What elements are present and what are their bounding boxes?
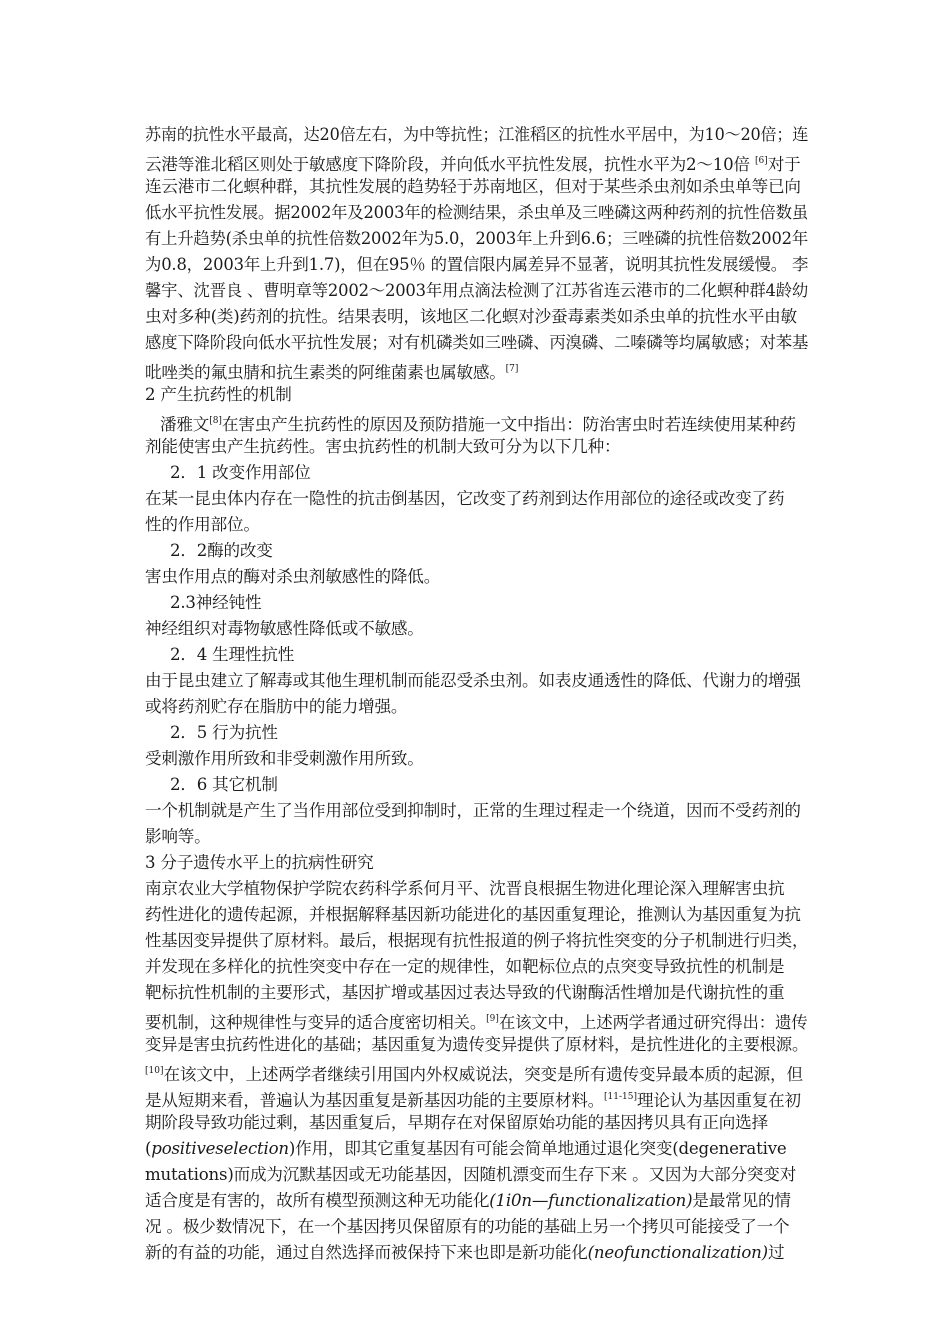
subsection-heading: 2.3神经钝性 xyxy=(170,593,262,612)
italic-term: (neofunctionalization) xyxy=(587,1243,768,1262)
body-text-line: 害虫作用点的酶对杀虫剂敏感性的降低。 xyxy=(145,567,441,586)
body-text-line: [10]在该文中，上述两学者继续引用国内外权威说法，突变是所有遗传变异最本质的起源，但 xyxy=(145,1065,803,1084)
body-text-line: 一个机制就是产生了当作用部位受到抑制时，正常的生理过程走一个绕道，因而不受药剂的 xyxy=(145,801,801,820)
body-text-line: 苏南的抗性水平最高，达20倍左右，为中等抗性；江淮稻区的抗性水平居中，为10～20倍；连 xyxy=(145,125,809,144)
body-text-line: 适合度是有害的，故所有模型预测这种无功能化(1i0n—functionalization)是最常见的情 xyxy=(145,1191,791,1210)
subsection-heading: 2．2酶的改变 xyxy=(170,541,273,560)
subsection-heading: 2．6 其它机制 xyxy=(170,775,278,794)
body-text-line: 吡唑类的氟虫腈和抗生素类的阿维菌素也属敏感。[7] xyxy=(145,363,519,382)
body-text-line: 受刺激作用所致和非受刺激作用所致。 xyxy=(145,749,424,768)
body-text-line: 靶标抗性机制的主要形式，基因扩增或基因过表达导致的代谢酶活性增加是代谢抗性的重 xyxy=(145,983,785,1002)
body-text-line: 并发现在多样化的抗性突变中存在一定的规律性，如靶标位点的点突变导致抗性的机制是 xyxy=(145,957,785,976)
body-text-line: (positiveselection)作用，即其它重复基因有可能会简单地通过退化突变(degenerative xyxy=(145,1139,787,1158)
body-text-line: 况 。极少数情况下，在一个基因拷贝保留原有的功能的基础上另一个拷贝可能接受了一个 xyxy=(145,1217,790,1236)
body-text-line: 是从短期来看，普遍认为基因重复是新基因功能的主要原材料。[11-15]理论认为基因重复在初 xyxy=(145,1091,801,1110)
body-text-line: 在某一昆虫体内存在一隐性的抗击倒基因，它改变了药剂到达作用部位的途径或改变了药 xyxy=(145,489,785,508)
section-heading: 2 产生抗药性的机制 xyxy=(145,385,292,404)
body-text-line: 为0.8，2003年上升到1.7)，但在95％ 的置信限内属差异不显著，说明其抗性发展缓慢。 李 xyxy=(145,255,809,274)
body-text-line: 药性进化的遗传起源，并根据解释基因新功能进化的基因重复理论，推测认为基因重复为抗 xyxy=(145,905,801,924)
body-text-line: 低水平抗性发展。据2002年及2003年的检测结果，杀虫单及三唑磷这两种药剂的抗性倍数虽 xyxy=(145,203,809,222)
body-text-line: 变异是害虫抗药性进化的基础；基因重复为遗传变异提供了原材料，是抗性进化的主要根源。 xyxy=(145,1035,809,1054)
body-text-line: 虫对多种(类)药剂的抗性。结果表明，该地区二化螟对沙蚕毒素类如杀虫单的抗性水平由敏 xyxy=(145,307,797,326)
body-text-line: 连云港市二化螟种群，其抗性发展的趋势轻于苏南地区，但对于某些杀虫剂如杀虫单等已向 xyxy=(145,177,801,196)
citation-superscript: [10] xyxy=(145,1066,164,1076)
body-text-line: 剂能使害虫产生抗药性。害虫抗药性的机制大致可分为以下几种： xyxy=(145,437,621,456)
citation-superscript: [8] xyxy=(209,416,222,426)
body-text-line: 性基因变异提供了原材料。最后，根据现有抗性报道的例子将抗性突变的分子机制进行归类， xyxy=(145,931,809,950)
citation-superscript: [9] xyxy=(486,1014,499,1024)
body-text-line: 神经组织对毒物敏感性降低或不敏感。 xyxy=(145,619,424,638)
body-text-line: mutations)而成为沉默基因或无功能基因，因随机漂变而生存下来 。又因为大部分突变对 xyxy=(145,1165,797,1184)
body-text-line: 由于昆虫建立了解毒或其他生理机制而能忍受杀虫剂。如表皮通透性的降低、代谢力的增强 xyxy=(145,671,801,690)
section-heading: 3 分子遗传水平上的抗病性研究 xyxy=(145,853,374,872)
body-text-line: 新的有益的功能，通过自然选择而被保持下来也即是新功能化(neofunctionalization)过 xyxy=(145,1243,785,1262)
body-text-line: 影响等。 xyxy=(145,827,211,846)
citation-superscript: [6] xyxy=(754,156,768,166)
body-text-line: 期阶段导致功能过剩，基因重复后，早期存在对保留原始功能的基因拷贝具有正向选择 xyxy=(145,1113,768,1132)
body-text-line: 云港等淮北稻区则处于敏感度下降阶段，并向低水平抗性发展，抗性水平为2～10倍 [6]对于 xyxy=(145,155,801,174)
subsection-heading: 2．4 生理性抗性 xyxy=(170,645,295,664)
subsection-heading: 2．5 行为抗性 xyxy=(170,723,278,742)
body-text-line: 馨宇、沈晋良 、曹明章等2002～2003年用点滴法检测了江苏省连云港市的二化螟种群4龄幼 xyxy=(145,281,809,300)
body-text-line: 有上升趋势(杀虫单的抗性倍数2002年为5.0，2003年上升到6.6；三唑磷的抗性倍数2002年 xyxy=(145,229,808,248)
subsection-heading: 2．1 改变作用部位 xyxy=(170,463,311,482)
italic-term: (1i0n—functionalization) xyxy=(489,1191,693,1210)
body-text-line: 感度下降阶段向低水平抗性发展；对有机磷类如三唑磷、丙溴磷、二嗪磷等均属敏感；对苯基 xyxy=(145,333,809,352)
body-text-line: 或将药剂贮存在脂肪中的能力增强。 xyxy=(145,697,408,716)
body-text-line: 性的作用部位。 xyxy=(145,515,260,534)
citation-superscript: [11-15] xyxy=(604,1092,637,1102)
italic-term: positiveselection xyxy=(151,1139,289,1158)
body-text-line: 南京农业大学植物保护学院农药科学系何月平、沈晋良根据生物进化理论深入理解害虫抗 xyxy=(145,879,785,898)
body-text-line: 要机制，这种规律性与变异的适合度密切相关。[9]在该文中，上述两学者通过研究得出：遗传 xyxy=(145,1013,808,1032)
body-text-line: 潘雅文[8]在害虫产生抗药性的原因及预防措施一文中指出：防治害虫时若连续使用某种药 xyxy=(160,415,796,434)
citation-superscript: [7] xyxy=(505,364,519,374)
